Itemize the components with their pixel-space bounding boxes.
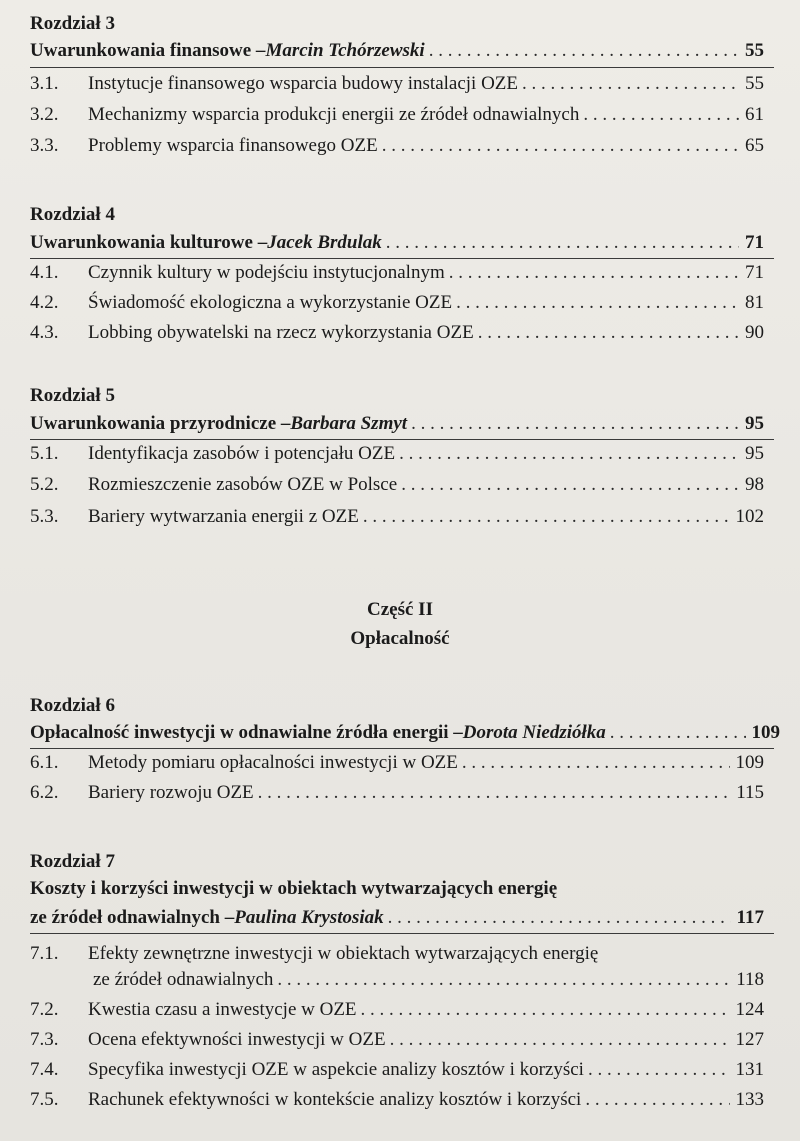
section-number: 4.2. <box>30 292 59 313</box>
chapter-4-heading: Rozdział 4 <box>30 204 115 225</box>
dot-leader <box>363 504 730 530</box>
dot-leader <box>258 780 731 806</box>
section-7-1-line2[interactable] <box>0 967 800 993</box>
dot-leader <box>401 472 739 498</box>
chapter-5-page: 95 <box>745 413 764 434</box>
chapter-divider <box>30 67 774 68</box>
section-number: 7.5. <box>30 1089 59 1110</box>
section-page: 65 <box>745 135 764 156</box>
section-5-2[interactable] <box>0 472 800 498</box>
chapter-7-entry[interactable] <box>0 905 800 931</box>
section-7-5[interactable] <box>0 1087 800 1113</box>
dot-leader <box>585 1087 729 1113</box>
section-page: 95 <box>745 443 764 464</box>
section-number: 5.1. <box>30 443 59 464</box>
section-number: 7.1. <box>30 943 59 964</box>
section-page: 102 <box>735 506 764 527</box>
section-title: Rozmieszczenie zasobów OZE w Polsce <box>88 474 398 495</box>
dot-leader <box>399 441 739 467</box>
chapter-5-entry[interactable] <box>0 411 800 437</box>
section-7-3[interactable] <box>0 1027 800 1053</box>
section-3-3[interactable] <box>0 133 800 159</box>
dot-leader <box>462 750 730 776</box>
section-5-3[interactable] <box>0 504 800 530</box>
section-page: 127 <box>735 1029 764 1050</box>
section-number: 5.3. <box>30 506 59 527</box>
section-page: 131 <box>735 1059 764 1080</box>
section-title: Czynnik kultury w podejściu instytucjonalnym <box>88 262 445 283</box>
section-number: 4.1. <box>30 262 59 283</box>
section-5-1[interactable] <box>0 441 800 467</box>
chapter-6-author: Dorota Niedziółka <box>462 722 606 743</box>
dot-leader <box>429 38 739 64</box>
section-title: Problemy wsparcia finansowego OZE <box>88 135 378 156</box>
section-page: 109 <box>735 752 764 773</box>
section-number: 6.2. <box>30 782 59 803</box>
section-title-continued: ze źródeł odnawialnych <box>93 969 274 990</box>
chapter-divider <box>30 258 774 259</box>
chapter-divider <box>30 439 774 440</box>
chapter-4-title: Uwarunkowania kulturowe – <box>30 232 268 253</box>
chapter-3-page: 55 <box>745 40 764 61</box>
dot-leader <box>478 320 739 346</box>
section-title: Świadomość ekologiczna a wykorzystanie OZE <box>88 292 453 313</box>
section-number: 7.4. <box>30 1059 59 1080</box>
dot-leader <box>277 967 730 993</box>
chapter-4-page: 71 <box>745 232 764 253</box>
dot-leader <box>449 260 739 286</box>
dot-leader <box>382 133 739 159</box>
chapter-divider <box>30 748 774 749</box>
chapter-7-title-line1: Koszty i korzyści inwestycji w obiektach wytwarzających energię <box>30 878 558 899</box>
dot-leader <box>386 230 739 256</box>
chapter-3-heading: Rozdział 3 <box>30 13 115 34</box>
section-3-1[interactable] <box>0 71 800 97</box>
dot-leader <box>588 1057 730 1083</box>
section-title: Specyfika inwestycji OZE w aspekcie analizy kosztów i korzyści <box>88 1059 584 1080</box>
section-number: 7.2. <box>30 999 59 1020</box>
chapter-7-page: 117 <box>736 907 764 928</box>
dot-leader <box>583 102 739 128</box>
chapter-5-author: Barbara Szmyt <box>290 413 408 434</box>
chapter-7-author: Paulina Krystosiak <box>234 907 384 928</box>
section-title: Efekty zewnętrzne inwestycji w obiektach wytwarzających energię <box>88 943 599 964</box>
section-4-2[interactable] <box>0 290 800 316</box>
section-title: Ocena efektywności inwestycji w OZE <box>88 1029 386 1050</box>
section-title: Bariery wytwarzania energii z OZE <box>88 506 359 527</box>
section-number: 7.3. <box>30 1029 59 1050</box>
chapter-6-entry[interactable] <box>0 720 800 746</box>
chapter-3-entry[interactable] <box>0 38 800 64</box>
section-title: Mechanizmy wsparcia produkcji energii ze źródeł odnawialnych <box>88 104 580 125</box>
dot-leader <box>390 1027 730 1053</box>
section-6-1[interactable] <box>0 750 800 776</box>
chapter-5-heading: Rozdział 5 <box>30 385 115 406</box>
chapter-5-title: Uwarunkowania przyrodnicze – <box>30 413 291 434</box>
section-title: Rachunek efektywności w kontekście analizy kosztów i korzyści <box>88 1089 582 1110</box>
section-page: 90 <box>745 322 764 343</box>
section-7-1-line1[interactable] <box>0 941 800 967</box>
section-page: 81 <box>745 292 764 313</box>
section-number: 5.2. <box>30 474 59 495</box>
chapter-6-title: Opłacalność inwestycji w odnawialne źródła energii – <box>30 722 463 743</box>
section-title: Identyfikacja zasobów i potencjału OZE <box>88 443 396 464</box>
dot-leader <box>411 411 739 437</box>
chapter-7-heading: Rozdział 7 <box>30 851 115 872</box>
section-7-4[interactable] <box>0 1057 800 1083</box>
section-page: 124 <box>735 999 764 1020</box>
section-page: 55 <box>745 73 764 94</box>
section-title: Metody pomiaru opłacalności inwestycji w OZE <box>88 752 458 773</box>
chapter-6-heading: Rozdział 6 <box>30 695 115 716</box>
part-label: Część II <box>367 599 433 620</box>
dot-leader <box>522 71 739 97</box>
dot-leader <box>361 997 730 1023</box>
section-number: 3.3. <box>30 135 59 156</box>
chapter-3-author: Marcin Tchórzewski <box>265 40 425 61</box>
part-title: Opłacalność <box>350 628 450 649</box>
section-page: 118 <box>736 969 764 990</box>
section-title: Kwestia czasu a inwestycje w OZE <box>88 999 357 1020</box>
section-page: 98 <box>745 474 764 495</box>
section-3-2[interactable] <box>0 102 800 128</box>
section-number: 3.1. <box>30 73 59 94</box>
dot-leader <box>388 905 731 931</box>
section-4-3[interactable] <box>0 320 800 346</box>
chapter-7-title: ze źródeł odnawialnych – <box>30 907 235 928</box>
dot-leader <box>610 720 746 746</box>
section-number: 6.1. <box>30 752 59 773</box>
dot-leader <box>456 290 739 316</box>
section-page: 115 <box>736 782 764 803</box>
section-7-2[interactable] <box>0 997 800 1023</box>
chapter-divider <box>30 933 774 934</box>
section-title: Instytucje finansowego wsparcia budowy instalacji OZE <box>88 73 519 94</box>
chapter-3-title: Uwarunkowania finansowe – <box>30 40 266 61</box>
chapter-4-entry[interactable] <box>0 230 800 256</box>
chapter-6-page: 109 <box>751 722 780 743</box>
section-page: 133 <box>735 1089 764 1110</box>
section-4-1[interactable] <box>0 260 800 286</box>
section-title: Lobbing obywatelski na rzecz wykorzystania OZE <box>88 322 474 343</box>
section-6-2[interactable] <box>0 780 800 806</box>
section-number: 4.3. <box>30 322 59 343</box>
section-page: 61 <box>745 104 764 125</box>
section-number: 3.2. <box>30 104 59 125</box>
section-title: Bariery rozwoju OZE <box>88 782 254 803</box>
section-page: 71 <box>745 262 764 283</box>
chapter-4-author: Jacek Brdulak <box>267 232 382 253</box>
